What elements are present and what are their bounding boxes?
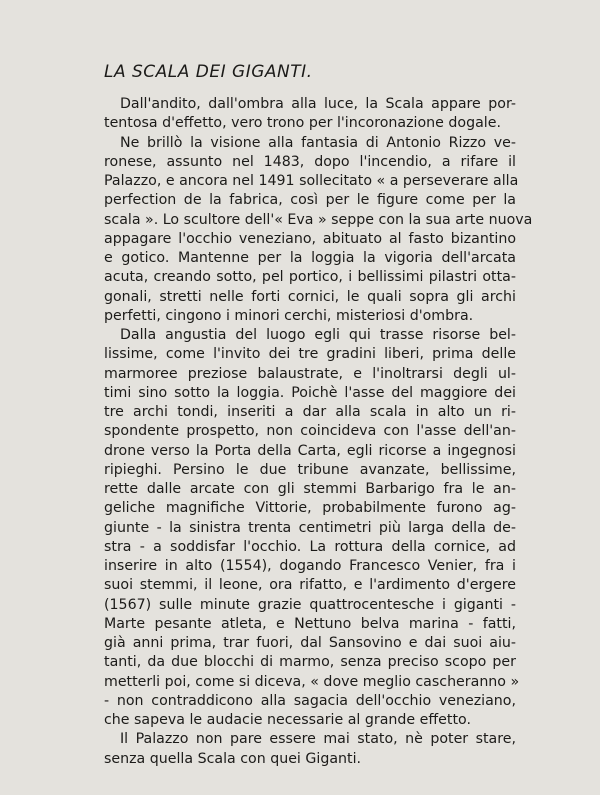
text-line: suoi stemmi, il leone, ora rifatto, e l'ardimento d'ergere	[104, 577, 516, 594]
text-line: Dall'andito, dall'ombra alla luce, la Scala appare por-	[120, 96, 516, 112]
text-line: ripieghi. Persino le due tribune avanzate, bellissime,	[104, 461, 516, 478]
text-line: perfection de la fabrica, così per le figure come per la	[104, 192, 516, 209]
text-line: Palazzo, e ancora nel 1491 sollecitato « a perseverare alla	[104, 173, 519, 189]
text-line: marmoree preziose balaustrate, e l'inoltrarsi degli ul-	[104, 365, 516, 382]
text-line: geliche magnifiche Vittorie, probabilmente furono ag-	[104, 500, 516, 517]
text-line: Ne brillò la visione alla fantasia di Antonio Rizzo ve-	[120, 134, 516, 151]
text-line: (1567) sulle minute grazie quattrocentesche i giganti -	[104, 596, 516, 613]
text-line: tanti, da due blocchi di marmo, senza preciso scopo per	[104, 654, 516, 671]
text-line: Il Palazzo non pare essere mai stato, nè poter stare,	[120, 731, 516, 748]
text-line: spondente prospetto, non coincideva con l'asse dell'an-	[104, 423, 516, 440]
text-line: e gotico. Mantenne per la loggia la vigoria dell'arcata	[104, 250, 516, 266]
paragraph	[104, 730, 516, 769]
paragraph	[104, 95, 516, 134]
text-line: scala ». Lo scultore dell'« Eva » seppe con la sua arte nuova	[104, 211, 533, 228]
text-line: che sapeva le audacie necessarie al grande effetto.	[104, 712, 471, 728]
text-line: - non contraddicono alla sagacia dell'occhio veneziano,	[104, 692, 516, 709]
text-line: tentosa d'effetto, vero trono per l'incoronazione dogale.	[104, 115, 501, 132]
text-line: stra - a soddisfar l'occhio. La rottura della cornice, ad	[104, 538, 516, 555]
paragraph	[104, 326, 520, 730]
text-line: tre archi tondi, inseriti a dar alla scala in alto un ri-	[104, 404, 516, 420]
text-line: rette dalle arcate con gli stemmi Barbarigo fra le an-	[104, 481, 516, 497]
text-line: appagare l'occhio veneziano, abituato al fasto bizantino	[104, 230, 516, 247]
text-line: Dalla angustia del luogo egli qui trasse risorse bel-	[120, 327, 516, 343]
text-line: già anni prima, trar fuori, dal Sansovino e dai suoi aiu-	[104, 635, 516, 651]
text-line: Marte pesante atleta, e Nettuno belva marina - fatti,	[104, 615, 516, 632]
text-line: lissime, come l'invito dei tre gradini liberi, prima delle	[104, 346, 516, 363]
text-line: ronese, assunto nel 1483, dopo l'incendio, a rifare il	[104, 153, 516, 170]
text-line: acuta, creando sotto, pel portico, i bellissimi pilastri otta-	[104, 269, 516, 286]
text-line: gonali, stretti nelle forti cornici, le quali sopra gli archi	[104, 288, 516, 305]
text-line: perfetti, cingono i minori cerchi, misteriosi d'ombra.	[104, 307, 474, 324]
text-line: giunte - la sinistra trenta centimetri più larga della de-	[104, 519, 516, 536]
text-line: drone verso la Porta della Carta, egli ricorse a ingegnosi	[104, 442, 516, 459]
body-text	[104, 95, 533, 769]
text-line: inserire in alto (1554), dogando Francesco Venier, fra i	[104, 558, 516, 574]
section-heading: LA SCALA DEI GIGANTI.	[104, 62, 313, 82]
text-line: senza quella Scala con quei Giganti.	[104, 750, 362, 767]
text-line: timi sino sotto la loggia. Poichè l'asse del maggiore dei	[104, 384, 516, 401]
paragraph	[104, 134, 533, 327]
text-line: metterli poi, come si diceva, « dove meglio cascheranno »	[104, 673, 520, 690]
